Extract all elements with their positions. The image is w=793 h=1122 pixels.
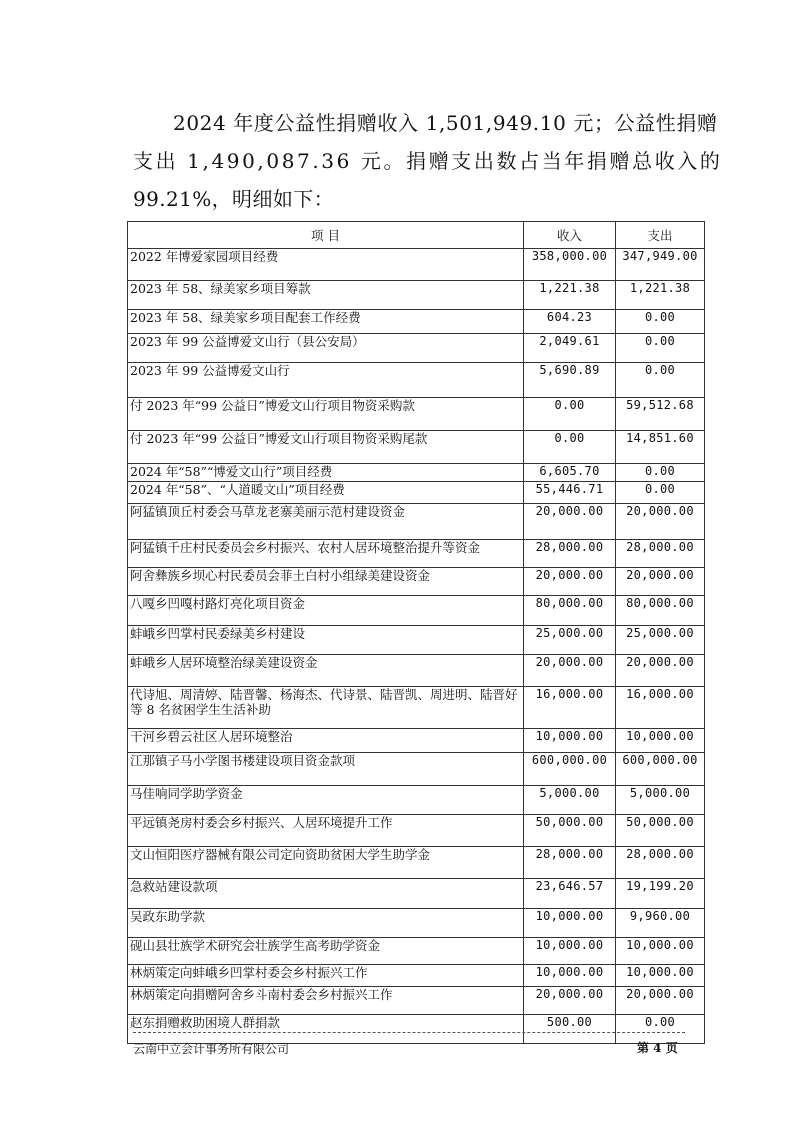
item-name: 2023 年 58、绿美家乡项目筹款 <box>128 281 524 310</box>
expense-value: 0.00 <box>616 1015 705 1044</box>
table-row <box>128 987 705 1015</box>
expense-value: 59,512.68 <box>616 398 705 431</box>
expense-value: 5,000.00 <box>616 786 705 815</box>
table-row <box>128 464 705 482</box>
expense-value: 10,000.00 <box>616 965 705 987</box>
income-value: 28,000.00 <box>524 847 616 879</box>
table-row <box>128 310 705 334</box>
expense-value: 0.00 <box>616 482 705 504</box>
expense-value: 0.00 <box>616 363 705 398</box>
table-row <box>128 626 705 655</box>
income-value: 20,000.00 <box>524 655 616 687</box>
income-value: 2,049.61 <box>524 334 616 363</box>
expense-value: 347,949.00 <box>616 249 705 281</box>
income-value: 50,000.00 <box>524 815 616 847</box>
expense-value: 1,221.38 <box>616 281 705 310</box>
item-name: 文山恒阳医疗器械有限公司定向资助贫困大学生助学金 <box>128 847 524 879</box>
item-name: 平远镇尧房村委会乡村振兴、人居环境提升工作 <box>128 815 524 847</box>
income-value: 10,000.00 <box>524 909 616 938</box>
item-name: 赵东捐赠救助困境人群捐款 <box>128 1015 524 1044</box>
table-row <box>128 596 705 626</box>
income-value: 80,000.00 <box>524 596 616 626</box>
expense-value: 14,851.60 <box>616 431 705 464</box>
table-row <box>128 334 705 363</box>
expense-value: 10,000.00 <box>616 938 705 965</box>
item-name: 干河乡碧云社区人居环境整治 <box>128 729 524 753</box>
expense-value: 20,000.00 <box>616 987 705 1015</box>
item-name: 林炳策定向捐赠阿舍乡斗南村委会乡村振兴工作 <box>128 987 524 1015</box>
table-row <box>128 815 705 847</box>
table-row <box>128 729 705 753</box>
table-row <box>128 847 705 879</box>
item-name: 2023 年 99 公益博爱文山行 <box>128 363 524 398</box>
expense-value: 50,000.00 <box>616 815 705 847</box>
income-value: 20,000.00 <box>524 568 616 596</box>
table-row <box>128 504 705 540</box>
expense-value: 0.00 <box>616 464 705 482</box>
income-value: 10,000.00 <box>524 965 616 987</box>
income-value: 16,000.00 <box>524 687 616 729</box>
table-row <box>128 965 705 987</box>
table-row <box>128 398 705 431</box>
item-name: 2023 年 99 公益博爱文山行（县公安局） <box>128 334 524 363</box>
expense-value: 28,000.00 <box>616 540 705 568</box>
income-value: 10,000.00 <box>524 938 616 965</box>
expense-value: 80,000.00 <box>616 596 705 626</box>
expense-value: 28,000.00 <box>616 847 705 879</box>
expense-value: 600,000.00 <box>616 753 705 786</box>
income-value: 604.23 <box>524 310 616 334</box>
expense-value: 9,960.00 <box>616 909 705 938</box>
item-name: 砚山县壮族学术研究会壮族学生高考助学资金 <box>128 938 524 965</box>
income-value: 5,000.00 <box>524 786 616 815</box>
income-value: 55,446.71 <box>524 482 616 504</box>
expense-value: 25,000.00 <box>616 626 705 655</box>
expense-value: 20,000.00 <box>616 504 705 540</box>
item-name: 2022 年博爱家园项目经费 <box>128 249 524 281</box>
intro-line-1: 2024 年度公益性捐赠收入 1,501,949.10 元；公益性捐赠 <box>173 111 718 135</box>
income-value: 0.00 <box>524 431 616 464</box>
intro-line-2: 支出 1,490,087.36 元。捐赠支出数占当年捐赠总收入的 <box>133 149 723 173</box>
expense-value: 0.00 <box>616 334 705 363</box>
footer-page-number: 第 4 页 <box>637 1041 678 1055</box>
income-value: 358,000.00 <box>524 249 616 281</box>
table-row <box>128 482 705 504</box>
item-name: 2024 年“58”、“人道暖文山”项目经费 <box>128 482 524 504</box>
item-name: 八嘎乡凹嘎村路灯亮化项目资金 <box>128 596 524 626</box>
item-name: 林炳策定向蚌峨乡凹掌村委会乡村振兴工作 <box>128 965 524 987</box>
table-row <box>128 687 705 729</box>
expense-value: 20,000.00 <box>616 568 705 596</box>
income-value: 23,646.57 <box>524 879 616 909</box>
table-row <box>128 786 705 815</box>
item-name: 代诗旭、周清婷、陆晋馨、杨海杰、代诗景、陆晋凯、周进明、陆晋好等 8 名贫困学生生活补助 <box>128 687 524 729</box>
table-row <box>128 363 705 398</box>
table-row <box>128 753 705 786</box>
table-row <box>128 431 705 464</box>
income-value: 500.00 <box>524 1015 616 1044</box>
intro-line-3: 99.21%，明细如下： <box>133 187 335 211</box>
item-name: 阿舍彝族乡坝心村民委员会菲土白村小组绿美建设资金 <box>128 568 524 596</box>
expense-value: 19,199.20 <box>616 879 705 909</box>
income-value: 1,221.38 <box>524 281 616 310</box>
item-name: 2024 年“58”“博爱文山行”项目经费 <box>128 464 524 482</box>
table-row <box>128 249 705 281</box>
item-name: 2023 年 58、绿美家乡项目配套工作经费 <box>128 310 524 334</box>
income-value: 10,000.00 <box>524 729 616 753</box>
income-value: 6,605.70 <box>524 464 616 482</box>
item-name: 付 2023 年“99 公益日”博爱文山行项目物资采购尾款 <box>128 431 524 464</box>
income-value: 28,000.00 <box>524 540 616 568</box>
header-expense: 支出 <box>616 222 705 249</box>
table-row <box>128 909 705 938</box>
table-header-row <box>128 222 705 249</box>
item-name: 急救站建设款项 <box>128 879 524 909</box>
expense-value: 20,000.00 <box>616 655 705 687</box>
expense-value: 0.00 <box>616 310 705 334</box>
table-body <box>128 249 705 1044</box>
expense-value: 16,000.00 <box>616 687 705 729</box>
item-name: 江那镇子马小学图书楼建设项目资金款项 <box>128 753 524 786</box>
income-value: 20,000.00 <box>524 987 616 1015</box>
income-value: 600,000.00 <box>524 753 616 786</box>
footer-company: 云南中立会计事务所有限公司 <box>133 1042 290 1056</box>
income-value: 5,690.89 <box>524 363 616 398</box>
item-name: 蚌峨乡凹掌村民委绿美乡村建设 <box>128 626 524 655</box>
item-name: 阿猛镇顶丘村委会马草龙老寨美丽示范村建设资金 <box>128 504 524 540</box>
header-income: 收入 <box>524 222 616 249</box>
income-value: 0.00 <box>524 398 616 431</box>
table-row <box>128 655 705 687</box>
item-name: 吴政东助学款 <box>128 909 524 938</box>
item-name: 付 2023 年“99 公益日”博爱文山行项目物资采购款 <box>128 398 524 431</box>
table-row <box>128 879 705 909</box>
footer-divider <box>133 1032 685 1033</box>
intro-paragraph <box>133 104 723 218</box>
table-row <box>128 568 705 596</box>
income-value: 20,000.00 <box>524 504 616 540</box>
income-value: 25,000.00 <box>524 626 616 655</box>
table-row <box>128 938 705 965</box>
table-row <box>128 281 705 310</box>
table-row <box>128 540 705 568</box>
item-name: 蚌峨乡人居环境整治绿美建设资金 <box>128 655 524 687</box>
header-item: 项 目 <box>128 222 524 249</box>
item-name: 马佳响同学助学资金 <box>128 786 524 815</box>
item-name: 阿猛镇千庄村民委员会乡村振兴、农村人居环境整治提升等资金 <box>128 540 524 568</box>
donation-detail-table <box>127 221 705 1044</box>
expense-value: 10,000.00 <box>616 729 705 753</box>
